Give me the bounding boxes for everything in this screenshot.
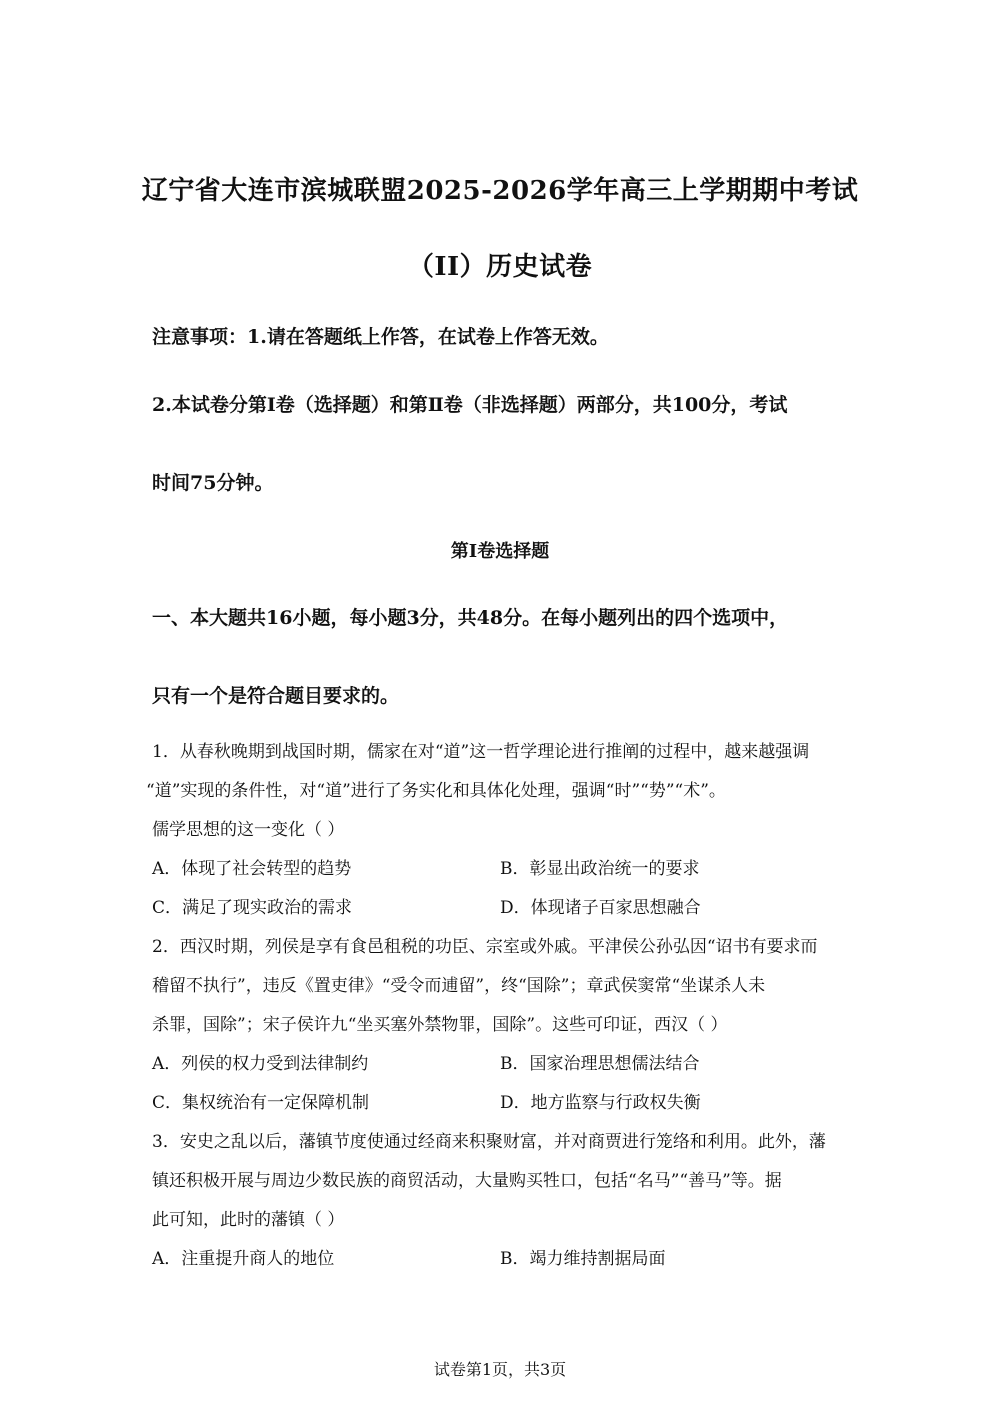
question-3-line1: 3．安史之乱以后，藩镇节度使通过经商来积聚财富，并对商贾进行笼络和利用。此外，藩 <box>152 1132 826 1152</box>
question-1-line2: “道”实现的条件性，对“道”进行了务实化和具体化处理，强调“时”“势”“术”。 <box>146 781 726 801</box>
question-1-option-c[interactable]: C．满足了现实政治的需求 <box>152 898 353 918</box>
question-1-line3: 儒学思想的这一变化（ ） <box>152 820 345 840</box>
question-2-line1: 2．西汉时期，列侯是享有食邑租税的功臣、宗室或外戚。平津侯公孙弘因“诏书有要求而 <box>152 937 818 957</box>
section-instruction-line1: 一、本大题共16小题，每小题3分，共48分。在每小题列出的四个选项中， <box>152 607 789 629</box>
question-1-option-b[interactable]: B．彰显出政治统一的要求 <box>500 859 700 879</box>
question-3-line3: 此可知，此时的藩镇（ ） <box>152 1210 345 1230</box>
question-2-option-c[interactable]: C．集权统治有一定保障机制 <box>152 1093 370 1113</box>
exam-title-line2: （II）历史试卷 <box>407 252 593 282</box>
notice-line1: 注意事项：1.请在答题纸上作答，在试卷上作答无效。 <box>152 326 609 348</box>
page-footer: 试卷第1页，共3页 <box>433 1360 567 1379</box>
section-instruction-line2: 只有一个是符合题目要求的。 <box>152 685 400 707</box>
question-2-option-d[interactable]: D．地方监察与行政权失衡 <box>500 1093 701 1113</box>
question-1-line1: 1．从春秋晚期到战国时期，儒家在对“道”这一哲学理论进行推阐的过程中，越来越强调 <box>152 742 810 762</box>
section-heading: 第Ⅰ卷选择题 <box>450 541 550 562</box>
question-1-option-d[interactable]: D．体现诸子百家思想融合 <box>500 898 701 918</box>
notice-line2: 2.本试卷分第Ⅰ卷（选择题）和第Ⅱ卷（非选择题）两部分，共100分，考试 <box>152 394 788 416</box>
question-3-line2: 镇还积极开展与周边少数民族的商贸活动，大量购买牲口，包括“名马”“善马”等。据 <box>152 1171 782 1191</box>
notice-line3: 时间75分钟。 <box>152 472 274 494</box>
question-1-option-a[interactable]: A．体现了社会转型的趋势 <box>152 859 352 879</box>
question-2-line3: 杀罪，国除”；宋子侯许九“坐买塞外禁物罪，国除”。这些可印证，西汉（ ） <box>152 1015 728 1035</box>
question-2-option-a[interactable]: A．列侯的权力受到法律制约 <box>152 1054 369 1074</box>
question-3-option-a[interactable]: A．注重提升商人的地位 <box>152 1249 335 1269</box>
question-2-line2: 稽留不执行”，违反《置吏律》“受令而逋留”，终“国除”；章武侯窦常“坐谋杀人未 <box>152 976 766 996</box>
question-2-option-b[interactable]: B．国家治理思想儒法结合 <box>500 1054 700 1074</box>
exam-title-line1: 辽宁省大连市滨城联盟2025-2026学年高三上学期期中考试 <box>141 176 859 206</box>
question-3-option-b[interactable]: B．竭力维持割据局面 <box>500 1249 666 1269</box>
